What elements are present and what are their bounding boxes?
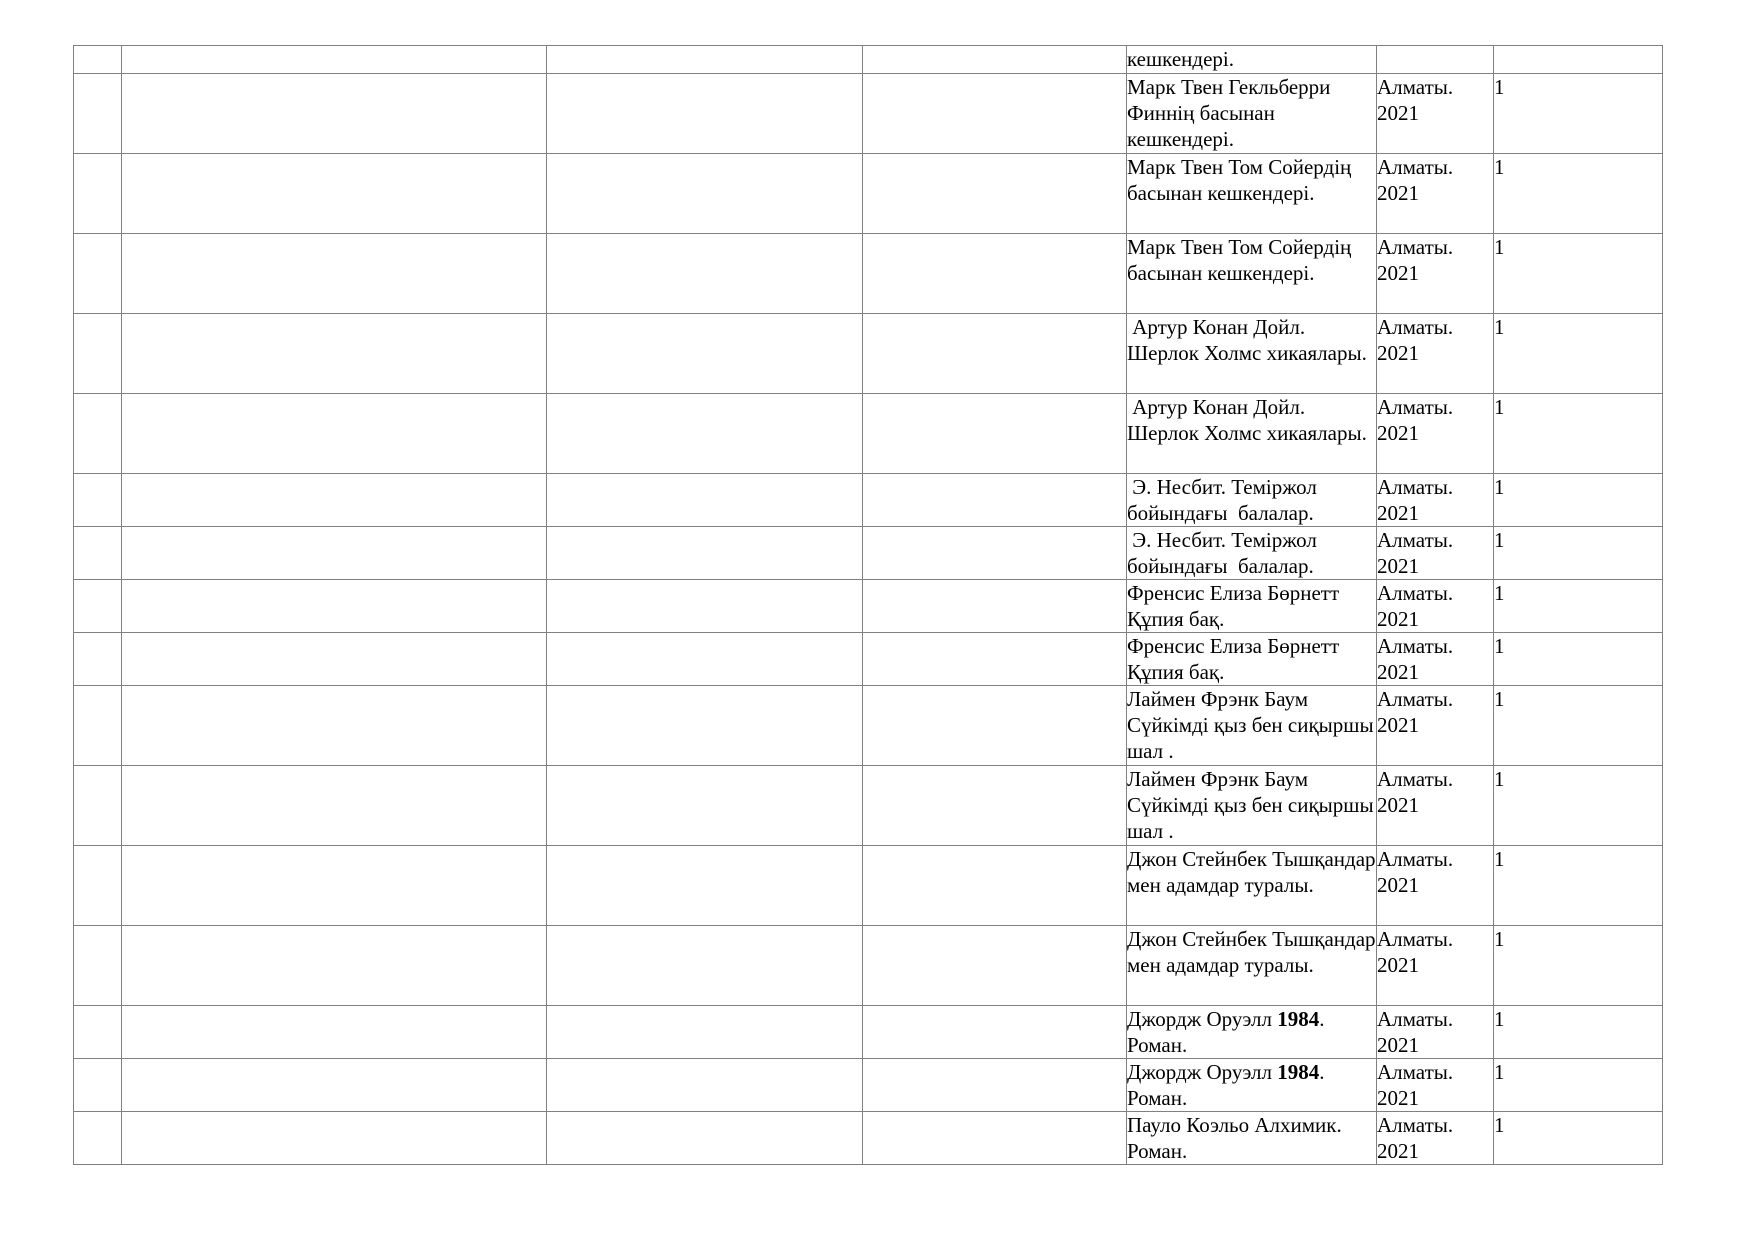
publication-year: 2021 — [1377, 181, 1419, 205]
publication-year: 2021 — [1377, 873, 1419, 897]
publication-city: Алматы. — [1377, 235, 1454, 259]
number-cell — [74, 46, 122, 74]
publication-city: Алматы. — [1377, 315, 1454, 339]
book-title-cell — [1127, 580, 1377, 633]
table-row — [74, 314, 1663, 394]
publication-year: 2021 — [1377, 421, 1419, 445]
empty-cell-b — [547, 234, 863, 314]
publication-cell — [1377, 686, 1494, 766]
book-title-suffix: . Роман. — [1127, 1060, 1330, 1110]
empty-cell-c — [863, 686, 1127, 766]
empty-cell-b — [547, 394, 863, 474]
book-title-cell — [1127, 1006, 1377, 1059]
publication-year: 2021 — [1377, 1139, 1419, 1163]
empty-cell-c — [863, 394, 1127, 474]
empty-cell-b — [547, 154, 863, 234]
book-title-cell — [1127, 527, 1377, 580]
empty-cell-a — [122, 314, 547, 394]
empty-cell-b — [547, 74, 863, 154]
book-title-cell — [1127, 154, 1377, 234]
quantity-cell: 1 — [1494, 846, 1663, 926]
book-title-text: Джон Стейнбек Тышқандар мен адамдар туралы. — [1127, 927, 1376, 977]
book-title-bold: 1984 — [1277, 1060, 1320, 1084]
table-row — [74, 686, 1663, 766]
number-cell — [74, 74, 122, 154]
quantity-cell: 1 — [1494, 1006, 1663, 1059]
publication-cell — [1377, 314, 1494, 394]
publication-cell — [1377, 527, 1494, 580]
book-title-cell — [1127, 74, 1377, 154]
book-title-cell — [1127, 1112, 1377, 1165]
empty-cell-c — [863, 580, 1127, 633]
publication-cell — [1377, 234, 1494, 314]
publication-year: 2021 — [1377, 953, 1419, 977]
book-title-cell — [1127, 46, 1377, 74]
publication-year: 2021 — [1377, 501, 1419, 525]
book-title-text: Джордж Оруэлл — [1127, 1060, 1278, 1084]
table-row — [74, 394, 1663, 474]
empty-cell-a — [122, 633, 547, 686]
book-title-text: Лаймен Фрэнк Баум Сүйкімді қыз бен сиқыршы шал . — [1127, 767, 1374, 843]
book-title-cell — [1127, 394, 1377, 474]
publication-year: 2021 — [1377, 261, 1419, 285]
publication-year: 2021 — [1377, 1033, 1419, 1057]
number-cell — [74, 766, 122, 846]
empty-cell-b — [547, 474, 863, 527]
quantity-cell: 1 — [1494, 633, 1663, 686]
quantity-cell: 1 — [1494, 474, 1663, 527]
empty-cell-a — [122, 527, 547, 580]
quantity-cell: 1 — [1494, 394, 1663, 474]
empty-cell-c — [863, 766, 1127, 846]
empty-cell-c — [863, 74, 1127, 154]
number-cell — [74, 474, 122, 527]
book-title-text: Марк Твен Том Сойердің басынан кешкендері. — [1127, 155, 1357, 205]
table-row — [74, 234, 1663, 314]
number-cell — [74, 1112, 122, 1165]
publication-year: 2021 — [1377, 341, 1419, 365]
empty-cell-c — [863, 1112, 1127, 1165]
book-title-suffix: . Роман. — [1127, 1007, 1330, 1057]
number-cell — [74, 926, 122, 1006]
empty-cell-a — [122, 846, 547, 926]
publication-cell — [1377, 1059, 1494, 1112]
table-row — [74, 766, 1663, 846]
table-row — [74, 74, 1663, 154]
empty-cell-c — [863, 234, 1127, 314]
quantity-cell: 1 — [1494, 1059, 1663, 1112]
book-title-text: Э. Несбит. Теміржол бойындағы балалар. — [1127, 528, 1323, 578]
empty-cell-b — [547, 1112, 863, 1165]
empty-cell-c — [863, 527, 1127, 580]
publication-city: Алматы. — [1377, 155, 1454, 179]
number-cell — [74, 1059, 122, 1112]
publication-city: Алматы. — [1377, 475, 1454, 499]
empty-cell-a — [122, 926, 547, 1006]
publication-city: Алматы. — [1377, 634, 1454, 658]
number-cell — [74, 1006, 122, 1059]
publication-cell — [1377, 154, 1494, 234]
book-title-bold: 1984 — [1277, 1007, 1320, 1031]
number-cell — [74, 686, 122, 766]
book-title-text: Френсис Елиза Бөрнетт Құпия бақ. — [1127, 581, 1345, 631]
publication-cell — [1377, 580, 1494, 633]
book-title-cell — [1127, 474, 1377, 527]
publication-year: 2021 — [1377, 554, 1419, 578]
empty-cell-b — [547, 926, 863, 1006]
publication-cell — [1377, 394, 1494, 474]
empty-cell-c — [863, 154, 1127, 234]
publication-year: 2021 — [1377, 793, 1419, 817]
publication-city: Алматы. — [1377, 927, 1454, 951]
empty-cell-c — [863, 46, 1127, 74]
publication-city: Алматы. — [1377, 75, 1454, 99]
empty-cell-c — [863, 1059, 1127, 1112]
empty-cell-b — [547, 1006, 863, 1059]
book-title-cell — [1127, 926, 1377, 1006]
book-title-cell — [1127, 234, 1377, 314]
book-title-text: Марк Твен Гекльберри Финнің басынан кешкендері. — [1127, 75, 1336, 151]
book-title-cell — [1127, 1059, 1377, 1112]
number-cell — [74, 527, 122, 580]
quantity-cell: 1 — [1494, 74, 1663, 154]
publication-city: Алматы. — [1377, 1113, 1454, 1137]
publication-city: Алматы. — [1377, 1007, 1454, 1031]
publication-city: Алматы. — [1377, 528, 1454, 552]
publication-city: Алматы. — [1377, 687, 1454, 711]
empty-cell-a — [122, 394, 547, 474]
empty-cell-a — [122, 1006, 547, 1059]
number-cell — [74, 314, 122, 394]
book-title-text: Пауло Коэльо Алхимик. Роман. — [1127, 1113, 1347, 1163]
publication-cell — [1377, 633, 1494, 686]
empty-cell-b — [547, 686, 863, 766]
publication-city: Алматы. — [1377, 1060, 1454, 1084]
empty-cell-a — [122, 74, 547, 154]
number-cell — [74, 234, 122, 314]
book-title-text: Артур Конан Дойл. Шерлок Холмс хикаялары. — [1127, 315, 1367, 365]
publication-cell — [1377, 926, 1494, 1006]
table-row — [74, 580, 1663, 633]
empty-cell-c — [863, 633, 1127, 686]
quantity-cell: 1 — [1494, 234, 1663, 314]
empty-cell-c — [863, 314, 1127, 394]
quantity-cell: 1 — [1494, 527, 1663, 580]
publication-year: 2021 — [1377, 607, 1419, 631]
book-title-text: Френсис Елиза Бөрнетт Құпия бақ. — [1127, 634, 1345, 684]
empty-cell-c — [863, 926, 1127, 1006]
empty-cell-c — [863, 1006, 1127, 1059]
book-title-cell — [1127, 846, 1377, 926]
book-title-cell — [1127, 766, 1377, 846]
publication-cell — [1377, 846, 1494, 926]
table-row — [74, 1112, 1663, 1165]
empty-cell-a — [122, 1059, 547, 1112]
quantity-cell — [1494, 46, 1663, 74]
empty-cell-a — [122, 154, 547, 234]
publication-cell — [1377, 74, 1494, 154]
empty-cell-b — [547, 527, 863, 580]
table-row — [74, 527, 1663, 580]
table-row — [74, 46, 1663, 74]
publication-cell — [1377, 766, 1494, 846]
book-title-text: Джордж Оруэлл — [1127, 1007, 1278, 1031]
book-title-text: Джон Стейнбек Тышқандар мен адамдар туралы. — [1127, 847, 1376, 897]
number-cell — [74, 580, 122, 633]
table-row — [74, 633, 1663, 686]
book-title-cell — [1127, 314, 1377, 394]
book-title-text: Артур Конан Дойл. Шерлок Холмс хикаялары. — [1127, 395, 1367, 445]
publication-city: Алматы. — [1377, 767, 1454, 791]
empty-cell-c — [863, 474, 1127, 527]
book-title-text: Э. Несбит. Теміржол бойындағы балалар. — [1127, 475, 1323, 525]
table-row — [74, 926, 1663, 1006]
empty-cell-a — [122, 580, 547, 633]
empty-cell-b — [547, 766, 863, 846]
number-cell — [74, 154, 122, 234]
table-row — [74, 154, 1663, 234]
publication-year: 2021 — [1377, 660, 1419, 684]
book-title-cell — [1127, 686, 1377, 766]
empty-cell-c — [863, 846, 1127, 926]
publication-city: Алматы. — [1377, 395, 1454, 419]
empty-cell-a — [122, 686, 547, 766]
empty-cell-b — [547, 1059, 863, 1112]
quantity-cell: 1 — [1494, 926, 1663, 1006]
empty-cell-a — [122, 234, 547, 314]
empty-cell-a — [122, 474, 547, 527]
empty-cell-a — [122, 766, 547, 846]
quantity-cell: 1 — [1494, 314, 1663, 394]
publication-city: Алматы. — [1377, 847, 1454, 871]
empty-cell-b — [547, 314, 863, 394]
book-list-table — [73, 45, 1663, 1165]
publication-year: 2021 — [1377, 101, 1419, 125]
quantity-cell: 1 — [1494, 580, 1663, 633]
quantity-cell: 1 — [1494, 154, 1663, 234]
table-row — [74, 846, 1663, 926]
number-cell — [74, 394, 122, 474]
empty-cell-b — [547, 580, 863, 633]
publication-year: 2021 — [1377, 713, 1419, 737]
publication-cell — [1377, 1006, 1494, 1059]
publication-city: Алматы. — [1377, 581, 1454, 605]
publication-cell — [1377, 46, 1494, 74]
book-title-text: кешкендері. — [1127, 47, 1234, 71]
empty-cell-b — [547, 46, 863, 74]
publication-cell — [1377, 1112, 1494, 1165]
number-cell — [74, 633, 122, 686]
quantity-cell: 1 — [1494, 1112, 1663, 1165]
empty-cell-a — [122, 46, 547, 74]
book-title-cell — [1127, 633, 1377, 686]
table-row — [74, 1006, 1663, 1059]
empty-cell-b — [547, 846, 863, 926]
quantity-cell: 1 — [1494, 686, 1663, 766]
publication-cell — [1377, 474, 1494, 527]
quantity-cell: 1 — [1494, 766, 1663, 846]
number-cell — [74, 846, 122, 926]
table-row — [74, 1059, 1663, 1112]
empty-cell-a — [122, 1112, 547, 1165]
table-row — [74, 474, 1663, 527]
empty-cell-b — [547, 633, 863, 686]
publication-year: 2021 — [1377, 1086, 1419, 1110]
book-title-text: Лаймен Фрэнк Баум Сүйкімді қыз бен сиқыршы шал . — [1127, 687, 1374, 763]
book-title-text: Марк Твен Том Сойердің басынан кешкендері. — [1127, 235, 1357, 285]
